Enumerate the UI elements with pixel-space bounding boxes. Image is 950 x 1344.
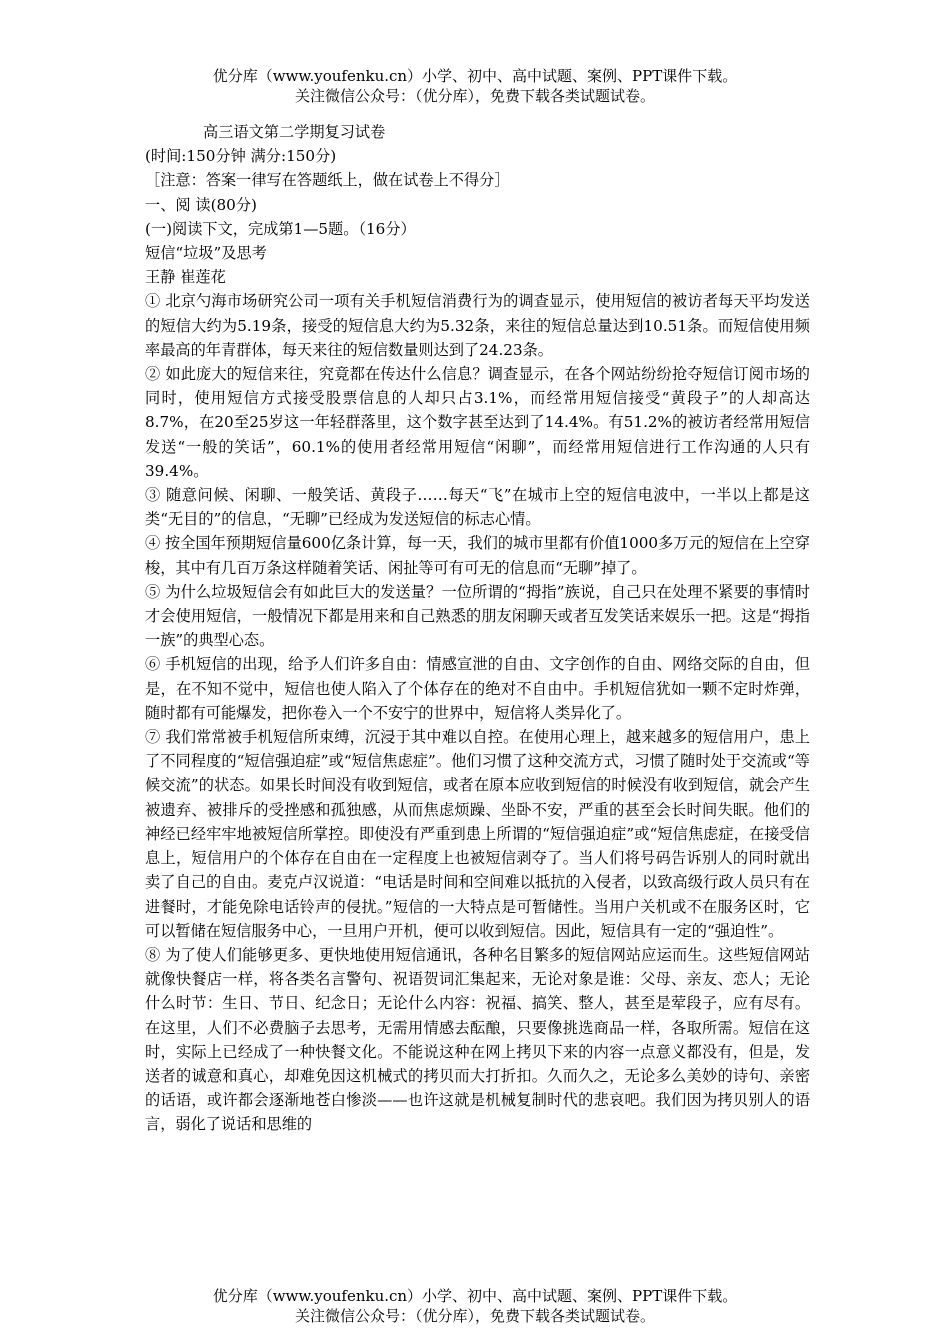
header-promo-line-2: 关注微信公众号：（优分库），免费下载各类试题试卷。 [294, 87, 655, 105]
paragraph-3: ③ 随意问候、闲聊、一般笑话、黄段子……每天“飞”在城市上空的短信电波中，一半以上都是这类“无目的”的信息，“无聊”已经成为发送短信的标志心情。 [145, 486, 810, 529]
paragraph-7: ⑦ 我们常常被手机短信所束缚，沉浸于其中难以自控。在使用心理上，越来越多的短信用户，患上了不同程度的“短信强迫症”或“短信焦虑症”。他们习惯了这种交流方式，习惯了随时处于交流或“等候交流”的状态。如果长时间没有收到短信，或者在原本应收到短信的时候没有收到短信，就会产生被遗弃、被排斥的受挫感和孤独感，从而焦虑烦躁、坐卧不安，严重的甚至会长时间失眠。他们的神经已经牢牢地被短信所掌控。即使没有严重到患上所谓的“短信强迫症”或“短信焦虑症，在接受信息上，短信用户的个体存在自由在一定程度上也被短信剥夺了。当人们将号码告诉别人的同时就出卖了自己的自由。麦克卢汉说道：“电话是时间和空间难以抵抗的入侵者，以致高级行政人员只有在进餐时，才能免除电话铃声的侵扰。”短信的一大特点是可暂储性。当用户关机或不在服务区时，它可以暂储在短信服务中心，一旦用户开机，便可以收到短信。因此，短信具有一定的“强迫性”。 [145, 728, 810, 940]
footer-promo-line-2: 关注微信公众号：（优分库），免费下载各类试题试卷。 [294, 1307, 655, 1325]
header-promo-line-1: 优分库（www.youfenku.cn）小学、初中、高中试题、案例、PPT课件下载。 [212, 67, 738, 85]
paragraph-1: ① 北京勺海市场研究公司一项有关手机短信消费行为的调查显示，使用短信的被访者每天平均发送的短信大约为5.19条，接受的短信息大约为5.32条，来往的短信总量达到10.51条。而短信使用频率最高的年青群体，每天来往的短信数量则达到了24.23条。 [145, 292, 810, 359]
paragraph-8: ⑧ 为了使人们能够更多、更快地使用短信通讯，各种名目繁多的短信网站应运而生。这些短信网站就像快餐店一样，将各类名言警句、祝语贺词汇集起来，无论对象是谁：父母、亲友、恋人；无论什么时节：生日、节日、纪念日；无论什么内容：祝福、搞笑、整人，甚至是荤段子，应有尽有。在这里，人们不必费脑子去思考，无需用情感去酝酿，只要像挑选商品一样，各取所需。短信在这时，实际上已经成了一种快餐文化。不能说这种在网上拷贝下来的内容一点意义都没有，但是，发送者的诚意和真心，却难免因这机械式的拷贝而大打折扣。久而久之，无论多么美妙的诗句、亲密的话语，或许都会逐渐地苍白惨淡——也许这就是机械复制时代的悲哀吧。我们因为拷贝别人的语言，弱化了说话和思维的 [145, 945, 810, 1134]
paragraph-6: ⑥ 手机短信的出现，给予人们许多自由：情感宣泄的自由、文字创作的自由、网络交际的自由，但是，在不知不觉中，短信也使人陷入了个体存在的绝对不自由中。手机短信犹如一颗不定时炸弹，随时都有可能爆发，把你卷入一个不安宁的世界中，短信将人类异化了。 [145, 655, 810, 722]
section-heading: 一、阅 读(80分) [145, 195, 257, 214]
exam-time-info: (时间:150分钟 满分:150分) [145, 147, 337, 166]
footer-promo-line-1: 优分库（www.youfenku.cn）小学、初中、高中试题、案例、PPT课件下载。 [212, 1287, 738, 1305]
paragraph-2: ② 如此庞大的短信来往，究竟都在传达什么信息？调查显示，在各个网站纷纷抢夺短信订阅市场的同时，使用短信方式接受股票信息的人却只占3.1%，而经常用短信接受“黄段子”的人却高达8.7%，在20至25岁这一年轻群落里，这个数字甚至达到了14.4%。有51.2%的被访者经常用短信发送“一般的笑话”，60.1%的使用者经常用短信“闲聊”，而经常用短信进行工作沟通的人只有39.4%。 [145, 365, 810, 480]
exam-notice: ［注意：答案一律写在答题纸上，做在试卷上不得分］ [145, 171, 510, 190]
article-authors: 王静 崔莲花 [145, 268, 226, 287]
exam-title: 高三语文第二学期复习试卷 [203, 123, 386, 141]
article-title: 短信“垃圾”及思考 [145, 244, 267, 263]
paragraph-4: ④ 按全国年预期短信量600亿条计算，每一天，我们的城市里都有价值1000多万元的短信在上空穿梭，其中有几百万条这样随着笑话、闲扯等可有可无的信息而“无聊”掉了。 [145, 534, 810, 577]
exam-content [145, 120, 810, 1137]
paragraph-5: ⑤ 为什么垃圾短信会有如此巨大的发送量？一位所谓的“拇指”族说，自己只在处理不紧要的事情时才会使用短信，一般情况下都是用来和自己熟悉的朋友闲聊天或者互发笑话来娱乐一把。这是“拇指一族”的典型心态。 [145, 582, 810, 650]
subsection-heading: (一)阅读下文，完成第1—5题。（16分） [145, 219, 416, 238]
